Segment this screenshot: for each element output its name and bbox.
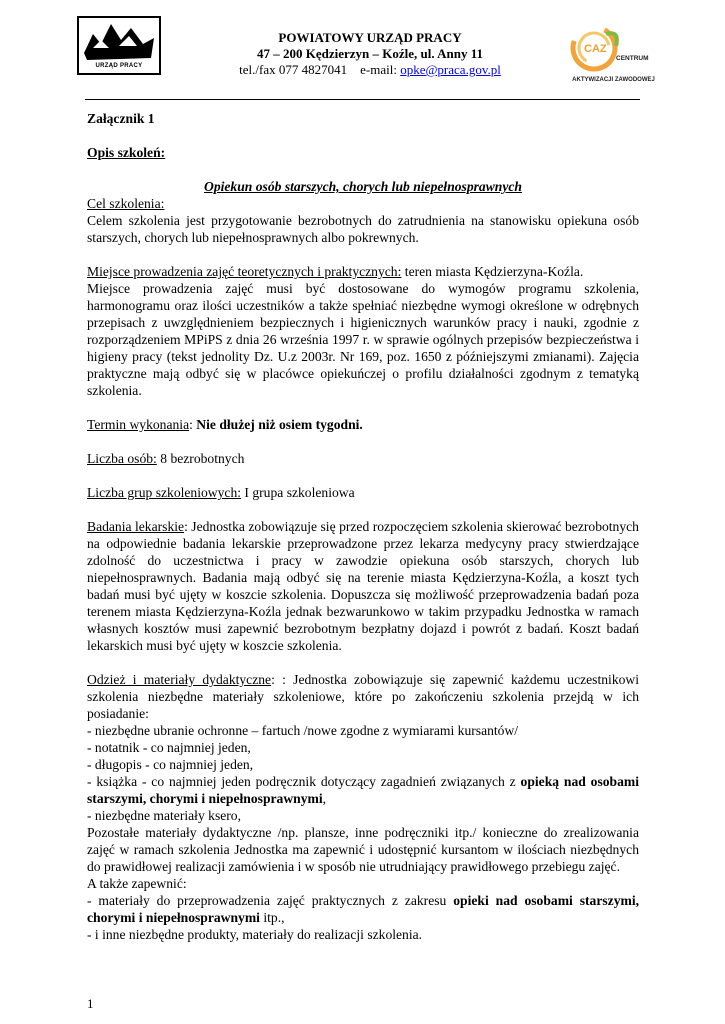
office-contact — [170, 62, 570, 78]
caz-abbr: CAZ — [584, 43, 607, 55]
page-number: 1 — [87, 996, 94, 1011]
pup-logo-text: URZĄD PRACY — [95, 63, 143, 69]
list-item: - długopis - co najmniej jeden, — [87, 757, 254, 772]
office-address: 47 – 200 Kędzierzyn – Koźle, ul. Anny 11 — [256, 46, 484, 61]
list-item: - niezbędne ubranie ochronne – fartuch /nowe zgodne z wymiarami kursantów/ — [87, 723, 519, 738]
clothing-text: : : Jednostka zobowiązuje się zapewnić każdemu uczestnikowi szkolenia niezbędne materiały szkoleniowe, które po zakończeniu szkolenia przejdą w ich posiadanie: — [87, 672, 640, 721]
clothing-label: Odzież i materiały dydaktyczne — [87, 672, 272, 687]
other-materials-text: Pozostałe materiały dydaktyczne /np. plansze, inne podręczniki itp./ konieczne do zrealizowania zajęć w ramach szkolenia Jednostka ma zapewnić i udostępnić kursantom w ilościach niezbędnych do prawidłowej realizacji zamówienia i w sposób nie utrudniający prawidłowego przebiegu zajęć. — [87, 825, 639, 874]
also1-end: itp., — [259, 910, 285, 925]
place-text: Miejsce prowadzenia zajęć musi być dostosowane do wymogów programu szkolenia, harmonogramu oraz ilości uczestników a także spełniać niezbędne wymogi określone w odrębnych przepisach z uwzględnieniem bezpiecznych i higienicznych warunków pracy i nauki, zgodnie z rozporządzeniem MPiPS z dnia 26 września 1997 r. w sprawie ogólnych przepisów bezpieczeństwa i higieny pracy (tekst jednolity Dz. U.z 2003r. Nr 169, poz. 1650 z późniejszymi zmianami). Zajęcia praktyczne mają odbyć się w placówce opiekuńczej o profilu działalności zgodnym z tematyką szkolenia. — [87, 281, 639, 398]
clothing-paragraph — [87, 671, 639, 722]
list-item — [87, 892, 639, 926]
groups-label: Liczba grup szkoleniowych: — [87, 485, 242, 500]
email-label: e-mail: — [360, 62, 397, 77]
list-item: - niezbędne materiały ksero, — [87, 808, 241, 823]
caz-logo — [566, 20, 661, 86]
header-divider — [85, 99, 640, 100]
medical-paragraph — [87, 518, 639, 654]
groups-value: I grupa szkoleniowa — [241, 485, 355, 500]
course-title: Opiekun osób starszych, chorych lub niepełnosprawnych — [204, 179, 522, 194]
caz-logo-line1: CENTRUM — [616, 55, 649, 62]
persons-line — [87, 450, 639, 467]
term-sep: : — [189, 417, 197, 432]
also-label: A także zapewnić: — [87, 876, 187, 891]
list4-end: , — [322, 791, 327, 806]
medical-label: Badania lekarskie — [87, 519, 185, 534]
list-item: - i inne niezbędne produkty, materiały do realizacji szkolenia. — [87, 927, 423, 942]
goal-text: Celem szkolenia jest przygotowanie bezrobotnych do zatrudnienia na stanowisku opiekuna osób starszych, chorych lub niepełnosprawnych albo pokrewnych. — [87, 213, 639, 245]
groups-line — [87, 484, 639, 501]
office-name: POWIATOWY URZĄD PRACY — [278, 30, 462, 45]
place-heading — [87, 263, 639, 280]
office-phone: tel./fax 077 4827041 — [239, 62, 348, 77]
list4-bold: opieką nad osobami starszymi, chorymi i niepełnosprawnymi — [87, 774, 639, 806]
pup-logo — [77, 16, 161, 75]
persons-value: 8 bezrobotnych — [156, 451, 245, 466]
list-item: - notatnik - co najmniej jeden, — [87, 740, 251, 755]
caz-logo-graphic — [566, 20, 661, 80]
place-label: Miejsce prowadzenia zajęć teoretycznych i praktycznych: — [87, 264, 402, 279]
persons-label: Liczba osób: — [87, 451, 157, 466]
email-link[interactable]: opke@praca.gov.pl — [400, 62, 501, 77]
term-label: Termin wykonania — [87, 417, 190, 432]
list4-text: - książka - co najmniej jeden podręcznik dotyczący zagadnień związanych z — [87, 774, 521, 789]
attachment-label: Załącznik 1 — [87, 111, 155, 126]
also1-text: - materiały do przeprowadzenia zajęć praktycznych z zakresu — [87, 893, 454, 908]
section-title: Opis szkoleń: — [87, 145, 166, 160]
caz-logo-line2: AKTYWIZACJI ZAWODOWEJ — [572, 77, 655, 83]
place-value: teren miasta Kędzierzyna-Koźla. — [401, 264, 584, 279]
document-body — [87, 110, 639, 943]
letterhead — [170, 30, 570, 78]
term-value: Nie dłużej niż osiem tygodni. — [196, 417, 363, 432]
goal-label: Cel szkolenia: — [87, 196, 165, 211]
also1-bold: opieki nad osobami starszymi, chorymi i niepełnosprawnymi — [87, 893, 639, 925]
list-item — [87, 773, 639, 807]
medical-text: : Jednostka zobowiązuje się przed rozpoczęciem szkolenia skierować bezrobotnych na odpowiednie badania lekarskie przeprowadzone przez lekarza medycyny pracy stwierdzające zdolność do uczestnictwa i pracy w zawodzie opiekuna osób starszych, chorych lub niepełnosprawnych. Badania mają odbyć się na terenie miasta Kędzierzyna-Koźla, a koszt tych badań musi być ujęty w koszcie szkolenia. Dopuszcza się możliwość przeprowadzenia badań poza terenem miasta Kędzierzyna-Koźla jednak bezwarunkowo w takim przypadku Jednostka w ramach własnych kosztów musi zapewnić bezrobotnym bezpłatny dojazd i powrót z badań. Koszt badań lekarskich musi być ujęty w koszcie szkolenia. — [87, 519, 639, 653]
term-line — [87, 416, 639, 433]
